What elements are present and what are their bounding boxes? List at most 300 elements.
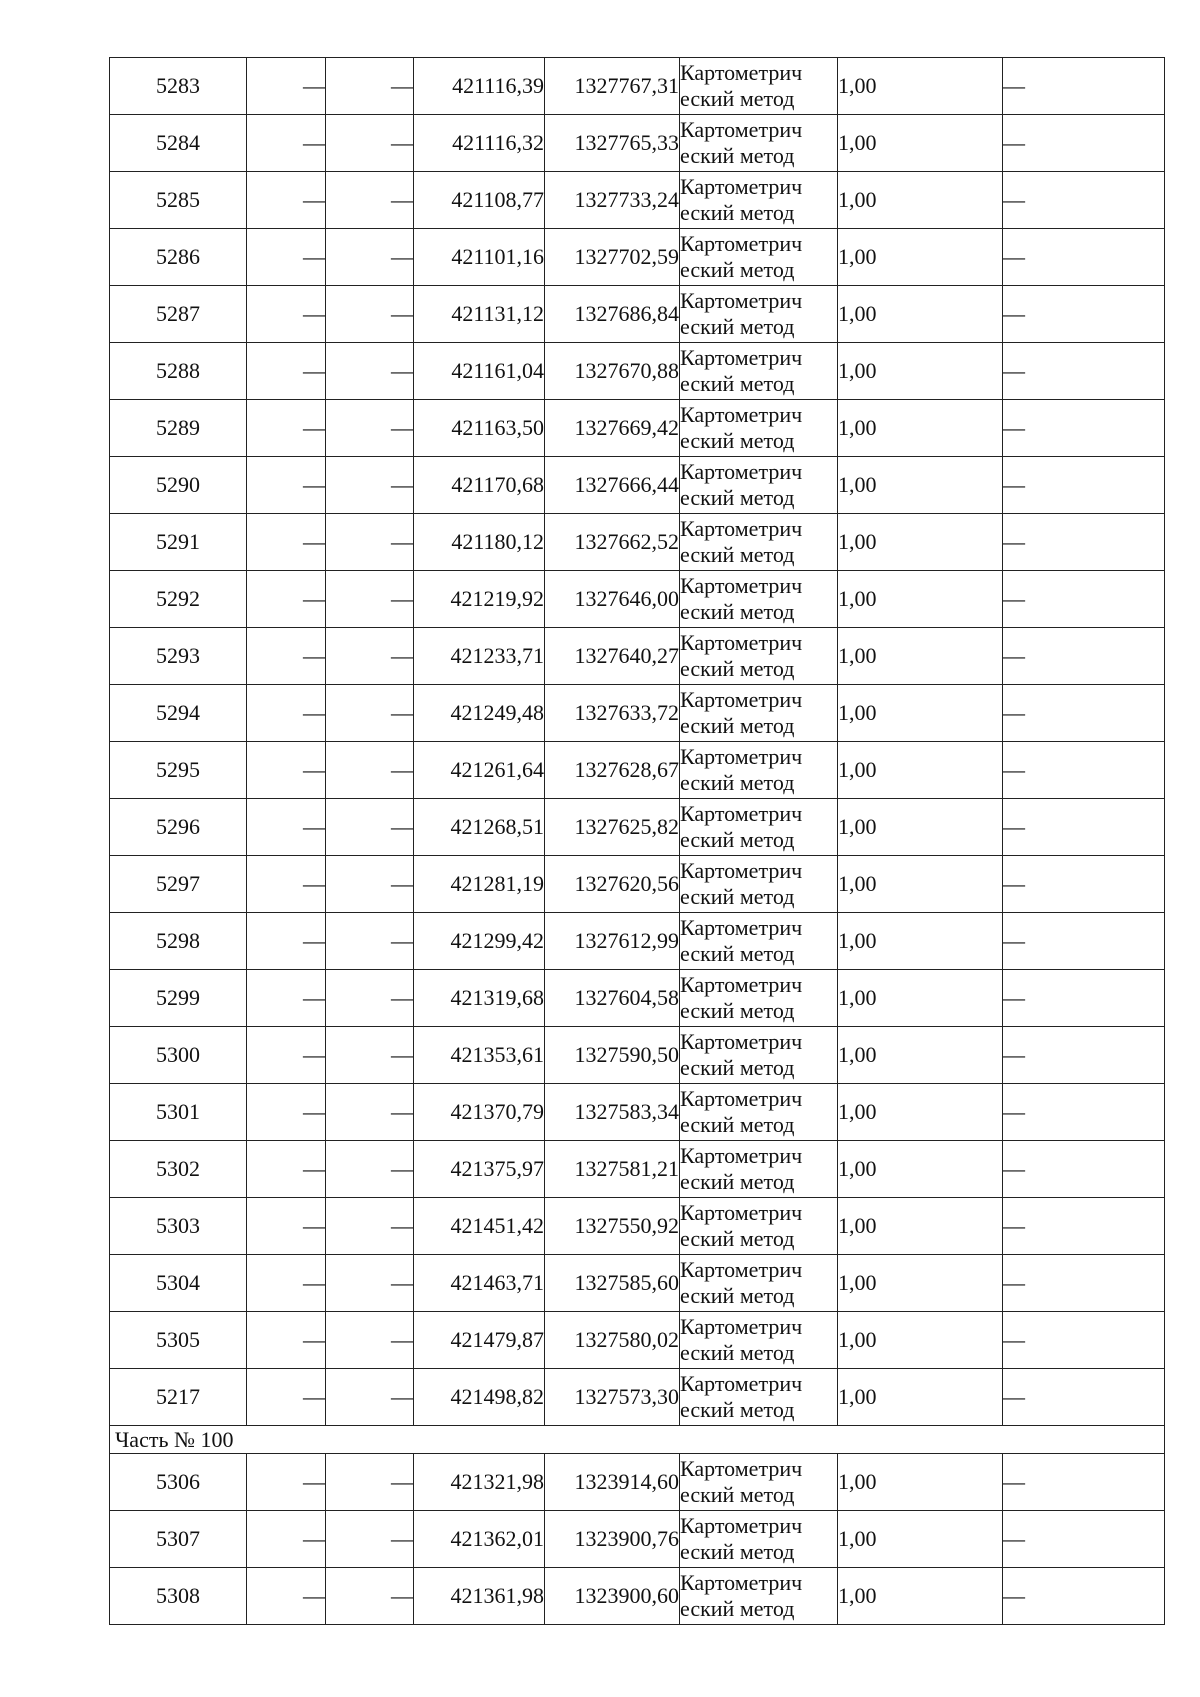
y-coordinate-cell: 1327585,60 [545, 1255, 680, 1312]
old-y-cell: — [326, 115, 414, 172]
accuracy-cell: 1,00 [838, 1454, 1003, 1511]
method-line-1: Картометрич [680, 687, 803, 712]
accuracy-cell: 1,00 [838, 1568, 1003, 1625]
method-line-1: Картометрич [680, 858, 803, 883]
y-coordinate-cell: 1323914,60 [545, 1454, 680, 1511]
table-row [110, 1141, 1165, 1198]
x-coordinate-cell: 421249,48 [414, 685, 545, 742]
description-cell: — [1003, 913, 1165, 970]
description-cell: — [1003, 685, 1165, 742]
table-row [110, 1511, 1165, 1568]
point-number-cell: 5307 [110, 1511, 247, 1568]
table-row [110, 1369, 1165, 1426]
old-y-cell: — [326, 457, 414, 514]
accuracy-cell: 1,00 [838, 457, 1003, 514]
method-cell [680, 685, 838, 742]
old-x-cell: — [247, 1568, 326, 1625]
method-cell [680, 1141, 838, 1198]
point-number-cell: 5302 [110, 1141, 247, 1198]
description-cell: — [1003, 1312, 1165, 1369]
x-coordinate-cell: 421479,87 [414, 1312, 545, 1369]
description-cell: — [1003, 1027, 1165, 1084]
method-cell [680, 1084, 838, 1141]
coordinates-table [109, 57, 1165, 1625]
description-cell: — [1003, 1454, 1165, 1511]
y-coordinate-cell: 1327702,59 [545, 229, 680, 286]
x-coordinate-cell: 421463,71 [414, 1255, 545, 1312]
old-x-cell: — [247, 1312, 326, 1369]
method-line-2: еский метод [680, 770, 795, 795]
y-coordinate-cell: 1323900,76 [545, 1511, 680, 1568]
old-x-cell: — [247, 286, 326, 343]
method-line-1: Картометрич [680, 1086, 803, 1111]
old-y-cell: — [326, 856, 414, 913]
y-coordinate-cell: 1327633,72 [545, 685, 680, 742]
old-y-cell: — [326, 514, 414, 571]
method-line-2: еский метод [680, 1055, 795, 1080]
description-cell: — [1003, 571, 1165, 628]
description-cell: — [1003, 856, 1165, 913]
old-x-cell: — [247, 1454, 326, 1511]
old-x-cell: — [247, 571, 326, 628]
description-cell: — [1003, 1568, 1165, 1625]
x-coordinate-cell: 421233,71 [414, 628, 545, 685]
accuracy-cell: 1,00 [838, 913, 1003, 970]
y-coordinate-cell: 1323900,60 [545, 1568, 680, 1625]
x-coordinate-cell: 421370,79 [414, 1084, 545, 1141]
point-number-cell: 5288 [110, 343, 247, 400]
old-y-cell: — [326, 58, 414, 115]
x-coordinate-cell: 421498,82 [414, 1369, 545, 1426]
old-y-cell: — [326, 400, 414, 457]
table-row [110, 1198, 1165, 1255]
accuracy-cell: 1,00 [838, 400, 1003, 457]
method-line-2: еский метод [680, 86, 795, 111]
x-coordinate-cell: 421451,42 [414, 1198, 545, 1255]
table-row [110, 343, 1165, 400]
y-coordinate-cell: 1327573,30 [545, 1369, 680, 1426]
accuracy-cell: 1,00 [838, 343, 1003, 400]
old-x-cell: — [247, 1369, 326, 1426]
point-number-cell: 5295 [110, 742, 247, 799]
method-line-2: еский метод [680, 200, 795, 225]
accuracy-cell: 1,00 [838, 1027, 1003, 1084]
table-row [110, 514, 1165, 571]
method-line-2: еский метод [680, 1226, 795, 1251]
table-row [110, 229, 1165, 286]
x-coordinate-cell: 421261,64 [414, 742, 545, 799]
method-line-1: Картометрич [680, 1200, 803, 1225]
x-coordinate-cell: 421116,39 [414, 58, 545, 115]
description-cell: — [1003, 1141, 1165, 1198]
old-y-cell: — [326, 742, 414, 799]
point-number-cell: 5286 [110, 229, 247, 286]
method-line-2: еский метод [680, 314, 795, 339]
accuracy-cell: 1,00 [838, 1255, 1003, 1312]
table-row [110, 1454, 1165, 1511]
old-y-cell: — [326, 1454, 414, 1511]
description-cell: — [1003, 1255, 1165, 1312]
accuracy-cell: 1,00 [838, 1141, 1003, 1198]
method-cell [680, 1312, 838, 1369]
old-x-cell: — [247, 1084, 326, 1141]
x-coordinate-cell: 421180,12 [414, 514, 545, 571]
old-y-cell: — [326, 229, 414, 286]
x-coordinate-cell: 421321,98 [414, 1454, 545, 1511]
old-y-cell: — [326, 799, 414, 856]
method-line-1: Картометрич [680, 1371, 803, 1396]
method-cell [680, 1255, 838, 1312]
old-x-cell: — [247, 856, 326, 913]
old-x-cell: — [247, 685, 326, 742]
description-cell: — [1003, 286, 1165, 343]
old-x-cell: — [247, 1511, 326, 1568]
old-y-cell: — [326, 1198, 414, 1255]
y-coordinate-cell: 1327550,92 [545, 1198, 680, 1255]
y-coordinate-cell: 1327765,33 [545, 115, 680, 172]
y-coordinate-cell: 1327612,99 [545, 913, 680, 970]
method-line-1: Картометрич [680, 630, 803, 655]
table-row [110, 1255, 1165, 1312]
method-line-2: еский метод [680, 485, 795, 510]
x-coordinate-cell: 421131,12 [414, 286, 545, 343]
y-coordinate-cell: 1327604,58 [545, 970, 680, 1027]
table-row [110, 571, 1165, 628]
accuracy-cell: 1,00 [838, 742, 1003, 799]
point-number-cell: 5304 [110, 1255, 247, 1312]
method-cell [680, 571, 838, 628]
accuracy-cell: 1,00 [838, 115, 1003, 172]
method-line-1: Картометрич [680, 1257, 803, 1282]
table-row [110, 970, 1165, 1027]
old-y-cell: — [326, 172, 414, 229]
description-cell: — [1003, 1198, 1165, 1255]
method-line-2: еский метод [680, 599, 795, 624]
y-coordinate-cell: 1327733,24 [545, 172, 680, 229]
old-x-cell: — [247, 742, 326, 799]
accuracy-cell: 1,00 [838, 685, 1003, 742]
method-line-2: еский метод [680, 884, 795, 909]
point-number-cell: 5293 [110, 628, 247, 685]
method-line-1: Картометрич [680, 1456, 803, 1481]
description-cell: — [1003, 1369, 1165, 1426]
y-coordinate-cell: 1327625,82 [545, 799, 680, 856]
y-coordinate-cell: 1327583,34 [545, 1084, 680, 1141]
point-number-cell: 5285 [110, 172, 247, 229]
method-line-1: Картометрич [680, 174, 803, 199]
description-cell: — [1003, 115, 1165, 172]
old-x-cell: — [247, 229, 326, 286]
old-x-cell: — [247, 400, 326, 457]
point-number-cell: 5283 [110, 58, 247, 115]
table-row [110, 286, 1165, 343]
old-y-cell: — [326, 571, 414, 628]
accuracy-cell: 1,00 [838, 970, 1003, 1027]
old-x-cell: — [247, 1141, 326, 1198]
old-y-cell: — [326, 913, 414, 970]
y-coordinate-cell: 1327670,88 [545, 343, 680, 400]
table-row [110, 1084, 1165, 1141]
y-coordinate-cell: 1327590,50 [545, 1027, 680, 1084]
method-cell [680, 1369, 838, 1426]
point-number-cell: 5291 [110, 514, 247, 571]
method-line-2: еский метод [680, 257, 795, 282]
old-y-cell: — [326, 1255, 414, 1312]
table-row [110, 1027, 1165, 1084]
method-line-1: Картометрич [680, 1314, 803, 1339]
method-cell [680, 742, 838, 799]
x-coordinate-cell: 421268,51 [414, 799, 545, 856]
old-y-cell: — [326, 685, 414, 742]
method-line-2: еский метод [680, 1283, 795, 1308]
old-y-cell: — [326, 970, 414, 1027]
method-line-2: еский метод [680, 1482, 795, 1507]
accuracy-cell: 1,00 [838, 229, 1003, 286]
point-number-cell: 5287 [110, 286, 247, 343]
description-cell: — [1003, 628, 1165, 685]
y-coordinate-cell: 1327640,27 [545, 628, 680, 685]
old-y-cell: — [326, 1511, 414, 1568]
description-cell: — [1003, 970, 1165, 1027]
old-y-cell: — [326, 343, 414, 400]
part-label: Часть № 100 [110, 1426, 1165, 1454]
point-number-cell: 5284 [110, 115, 247, 172]
method-cell [680, 1198, 838, 1255]
table-row [110, 1312, 1165, 1369]
method-line-1: Картометрич [680, 1570, 803, 1595]
x-coordinate-cell: 421116,32 [414, 115, 545, 172]
old-y-cell: — [326, 1027, 414, 1084]
method-cell [680, 343, 838, 400]
table-row [110, 913, 1165, 970]
method-line-2: еский метод [680, 1340, 795, 1365]
old-x-cell: — [247, 115, 326, 172]
x-coordinate-cell: 421361,98 [414, 1568, 545, 1625]
old-y-cell: — [326, 1369, 414, 1426]
y-coordinate-cell: 1327628,67 [545, 742, 680, 799]
method-line-1: Картометрич [680, 1029, 803, 1054]
method-line-2: еский метод [680, 428, 795, 453]
accuracy-cell: 1,00 [838, 571, 1003, 628]
old-x-cell: — [247, 1255, 326, 1312]
description-cell: — [1003, 343, 1165, 400]
y-coordinate-cell: 1327580,02 [545, 1312, 680, 1369]
accuracy-cell: 1,00 [838, 856, 1003, 913]
description-cell: — [1003, 58, 1165, 115]
method-cell [680, 628, 838, 685]
method-line-1: Картометрич [680, 972, 803, 997]
method-line-1: Картометрич [680, 801, 803, 826]
y-coordinate-cell: 1327686,84 [545, 286, 680, 343]
table-row [110, 742, 1165, 799]
description-cell: — [1003, 172, 1165, 229]
method-line-2: еский метод [680, 1397, 795, 1422]
point-number-cell: 5297 [110, 856, 247, 913]
table-row [110, 457, 1165, 514]
x-coordinate-cell: 421101,16 [414, 229, 545, 286]
y-coordinate-cell: 1327666,44 [545, 457, 680, 514]
old-y-cell: — [326, 1141, 414, 1198]
accuracy-cell: 1,00 [838, 58, 1003, 115]
old-y-cell: — [326, 628, 414, 685]
method-cell [680, 457, 838, 514]
description-cell: — [1003, 400, 1165, 457]
method-cell [680, 115, 838, 172]
description-cell: — [1003, 799, 1165, 856]
method-line-2: еский метод [680, 827, 795, 852]
description-cell: — [1003, 457, 1165, 514]
point-number-cell: 5294 [110, 685, 247, 742]
old-y-cell: — [326, 1312, 414, 1369]
point-number-cell: 5300 [110, 1027, 247, 1084]
old-x-cell: — [247, 913, 326, 970]
table-row [110, 58, 1165, 115]
accuracy-cell: 1,00 [838, 286, 1003, 343]
description-cell: — [1003, 1084, 1165, 1141]
method-line-2: еский метод [680, 941, 795, 966]
accuracy-cell: 1,00 [838, 1511, 1003, 1568]
x-coordinate-cell: 421219,92 [414, 571, 545, 628]
method-line-1: Картометрич [680, 345, 803, 370]
old-x-cell: — [247, 172, 326, 229]
x-coordinate-cell: 421170,68 [414, 457, 545, 514]
method-line-2: еский метод [680, 1539, 795, 1564]
method-cell [680, 514, 838, 571]
method-line-1: Картометрич [680, 744, 803, 769]
method-line-2: еский метод [680, 998, 795, 1023]
accuracy-cell: 1,00 [838, 1198, 1003, 1255]
method-line-2: еский метод [680, 1596, 795, 1621]
accuracy-cell: 1,00 [838, 799, 1003, 856]
method-line-1: Картометрич [680, 231, 803, 256]
point-number-cell: 5290 [110, 457, 247, 514]
point-number-cell: 5306 [110, 1454, 247, 1511]
y-coordinate-cell: 1327767,31 [545, 58, 680, 115]
method-line-2: еский метод [680, 713, 795, 738]
y-coordinate-cell: 1327646,00 [545, 571, 680, 628]
method-line-1: Картометрич [680, 117, 803, 142]
table-row [110, 685, 1165, 742]
table-row [110, 115, 1165, 172]
method-cell [680, 913, 838, 970]
method-line-1: Картометрич [680, 915, 803, 940]
method-line-2: еский метод [680, 143, 795, 168]
method-cell [680, 1454, 838, 1511]
table-row [110, 628, 1165, 685]
method-cell [680, 229, 838, 286]
point-number-cell: 5308 [110, 1568, 247, 1625]
y-coordinate-cell: 1327581,21 [545, 1141, 680, 1198]
method-line-1: Картометрич [680, 402, 803, 427]
x-coordinate-cell: 421161,04 [414, 343, 545, 400]
method-line-2: еский метод [680, 542, 795, 567]
accuracy-cell: 1,00 [838, 1312, 1003, 1369]
method-cell [680, 970, 838, 1027]
method-cell [680, 799, 838, 856]
method-line-2: еский метод [680, 1169, 795, 1194]
x-coordinate-cell: 421362,01 [414, 1511, 545, 1568]
point-number-cell: 5217 [110, 1369, 247, 1426]
method-cell [680, 172, 838, 229]
old-x-cell: — [247, 343, 326, 400]
method-line-1: Картометрич [680, 573, 803, 598]
method-cell [680, 856, 838, 913]
y-coordinate-cell: 1327620,56 [545, 856, 680, 913]
y-coordinate-cell: 1327662,52 [545, 514, 680, 571]
old-y-cell: — [326, 1568, 414, 1625]
old-x-cell: — [247, 514, 326, 571]
coordinates-table-body [110, 58, 1165, 1625]
x-coordinate-cell: 421163,50 [414, 400, 545, 457]
method-line-1: Картометрич [680, 1143, 803, 1168]
description-cell: — [1003, 229, 1165, 286]
accuracy-cell: 1,00 [838, 514, 1003, 571]
old-x-cell: — [247, 457, 326, 514]
part-header-row [110, 1426, 1165, 1454]
old-x-cell: — [247, 799, 326, 856]
table-row [110, 1568, 1165, 1625]
point-number-cell: 5301 [110, 1084, 247, 1141]
point-number-cell: 5303 [110, 1198, 247, 1255]
method-line-1: Картометрич [680, 60, 803, 85]
method-cell [680, 1027, 838, 1084]
method-line-2: еский метод [680, 371, 795, 396]
old-x-cell: — [247, 628, 326, 685]
method-cell [680, 286, 838, 343]
table-row [110, 400, 1165, 457]
x-coordinate-cell: 421375,97 [414, 1141, 545, 1198]
point-number-cell: 5296 [110, 799, 247, 856]
old-x-cell: — [247, 1198, 326, 1255]
point-number-cell: 5292 [110, 571, 247, 628]
old-x-cell: — [247, 1027, 326, 1084]
point-number-cell: 5305 [110, 1312, 247, 1369]
accuracy-cell: 1,00 [838, 172, 1003, 229]
description-cell: — [1003, 514, 1165, 571]
point-number-cell: 5289 [110, 400, 247, 457]
method-line-2: еский метод [680, 656, 795, 681]
point-number-cell: 5298 [110, 913, 247, 970]
method-cell [680, 400, 838, 457]
accuracy-cell: 1,00 [838, 1369, 1003, 1426]
old-y-cell: — [326, 286, 414, 343]
x-coordinate-cell: 421353,61 [414, 1027, 545, 1084]
y-coordinate-cell: 1327669,42 [545, 400, 680, 457]
method-line-1: Картометрич [680, 516, 803, 541]
old-x-cell: — [247, 58, 326, 115]
table-row [110, 856, 1165, 913]
accuracy-cell: 1,00 [838, 1084, 1003, 1141]
old-y-cell: — [326, 1084, 414, 1141]
x-coordinate-cell: 421319,68 [414, 970, 545, 1027]
description-cell: — [1003, 1511, 1165, 1568]
description-cell: — [1003, 742, 1165, 799]
table-row [110, 799, 1165, 856]
x-coordinate-cell: 421108,77 [414, 172, 545, 229]
method-cell [680, 1568, 838, 1625]
table-row [110, 172, 1165, 229]
method-line-2: еский метод [680, 1112, 795, 1137]
accuracy-cell: 1,00 [838, 628, 1003, 685]
method-line-1: Картометрич [680, 459, 803, 484]
method-cell [680, 1511, 838, 1568]
x-coordinate-cell: 421299,42 [414, 913, 545, 970]
x-coordinate-cell: 421281,19 [414, 856, 545, 913]
old-x-cell: — [247, 970, 326, 1027]
method-line-1: Картометрич [680, 1513, 803, 1538]
method-cell [680, 58, 838, 115]
method-line-1: Картометрич [680, 288, 803, 313]
